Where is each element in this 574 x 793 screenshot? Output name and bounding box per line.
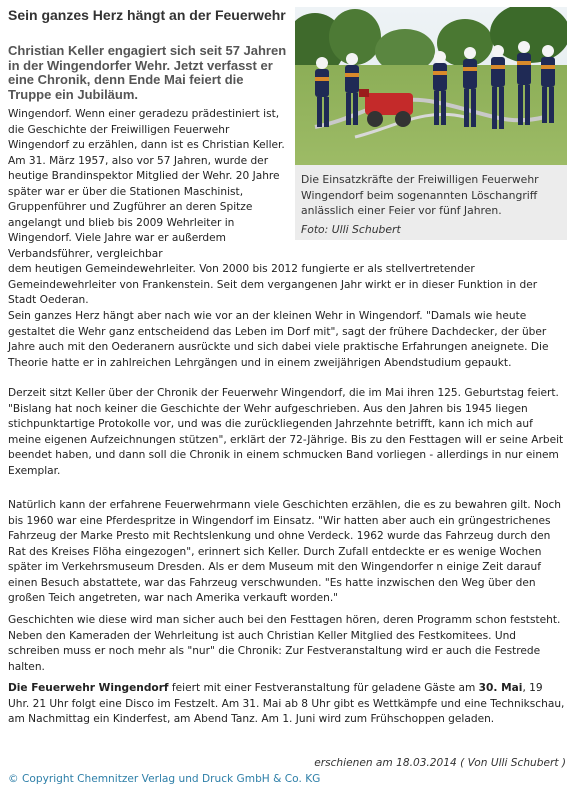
- paragraph-intro: Wingendorf. Wenn einer geradezu prädestiniert ist, die Geschichte der Freiwilligen Feuerwehr Wingendorf zu erzählen, dann ist es Christian Keller. Am 31. März 1957, also vor 57 Jahren, wurde der heutige Brandinspektor Mitglied der Wehr. 20 Jahre später war er über die Stationen Maschinist, Gruppenführer und Zugführer an deren Spitze angelangt und blieb bis 2009 Wehrleiter in Wingendorf. Viele Jahre war er außerdem Verbandsführer, vergleichbar: [8, 108, 285, 260]
- firefighters-photo-image: [295, 7, 567, 165]
- paragraph-3: Derzeit sitzt Keller über der Chronik der Feuerwehr Wingendorf, die im Mai ihren 125. Geburtstag feiert. "Bislang hat noch keiner die Geschichte der Wehr aufgeschrieben. Aus den Jahren bis 1945 liegen stichpunktartige Protokolle vor, und was die zurückliegenden Jahrzehnte betrifft, kann ich mich auf meine eigenen Aufzeichnungen stützen", erklärt der 72-Jährige. Bis zu den Festtagen will er seine Arbeit beendet haben, und dann soll die Chronik in einem schmucken Band vorliegen - allerdings in nur einem Exemplar.: [8, 387, 564, 477]
- paragraph-2: Sein ganzes Herz hängt aber nach wie vor an der kleinen Wehr in Wingendorf. "Damals wie heute gestaltet die Wehr ganz entscheidend das Leben im Dorf mit", sagt der frühere Dachdecker, der über Jahre auch mit den Oederanern ausrückte und sich dabei viele praktische Erfahrungen aneignete. Die Theorie hatte er in zahlreichen Lehrgängen und in einem zweijährigen Abendstudium gepaukt.: [8, 310, 549, 369]
- article-headline: Sein ganzes Herz hängt an der Feuerwehr: [8, 7, 286, 23]
- copyright-link[interactable]: © Copyright Chemnitzer Verlag und Druck GmbH & Co. KG: [8, 773, 321, 785]
- paragraph-intro-continued: dem heutigen Gemeindewehrleiter. Von 2000 bis 2012 fungierte er als stellvertretender Gemeindewehrleiter von Frankenstein. Seit dem vergangenen Jahr wirkt er in dieser Funktion in der Stadt Oederan.: [8, 263, 538, 306]
- photo-caption: Die Einsatzkräfte der Freiwilligen Feuerwehr Wingendorf beim sogenannten Löschangriff anlässlich einer Feier vor fünf Jahren.: [301, 173, 539, 217]
- article-byline: erschienen am 18.03.2014 ( Von Ulli Schubert ): [314, 757, 566, 769]
- paragraph-event-info: [8, 681, 566, 728]
- article-lead: Christian Keller engagiert sich seit 57 Jahren in der Wingendorfer Wehr. Jetzt verfasst er eine Chronik, denn Ende Mai feiert die Truppe ein Jubiläum.: [8, 43, 287, 102]
- event-text-1: feiert mit einer Festveranstaltung für geladene Gäste am: [168, 682, 479, 694]
- photo-box: [295, 7, 567, 240]
- paragraph-5: Geschichten wie diese wird man sicher auch bei den Festtagen hören, deren Programm schon feststeht. Neben den Kameraden der Wehrleitung ist auch Christian Keller Mitglied des Festkomitees. Und schreiben muss er noch mehr als "nur" die Chronik: Zur Festveranstaltung wird er auch die Festrede halten.: [8, 614, 561, 673]
- paragraph-4: Natürlich kann der erfahrene Feuerwehrmann viele Geschichten erzählen, die es zu bewahren gilt. Noch bis 1960 war eine Pferdespritze in Wingendorf im Einsatz. "Wir hatten aber auch ein grüngestrichenes Fahrzeug der Marke Presto mit Rechtslenkung und ohne Verdeck. 1962 wurde das Fahrzeug durch den Rat des Kreises Flöha eingezogen", erinnert sich Keller. Durch Zufall entdeckte er es wenige Wochen später im Verkehrsmuseum Dresden. Als er dem Museum mit den Wingendorfer n einige Zeit darauf einen Besuch abstattete, war das Fahrzeug verschwunden. "Es hatte inzwischen den Weg über den großen Teich angetreten, war nach Amerika verkauft worden.": [8, 499, 561, 604]
- event-text-2: , 19 Uhr. 21 Uhr folgt eine Disco im Festzelt. Am 31. Mai ab 8 Uhr gibt es Wettkämpfe und eine Technikschau, am Nachmittag ein Kinderfest, am Abend Tanz. Am 1. Juni wird zum Frühschoppen geladen.: [8, 682, 565, 725]
- article-photo: [295, 7, 567, 165]
- event-org-bold: Die Feuerwehr Wingendorf: [8, 682, 169, 694]
- photo-credit: Foto: Ulli Schubert: [301, 223, 401, 236]
- event-date-bold: 30. Mai: [478, 682, 523, 694]
